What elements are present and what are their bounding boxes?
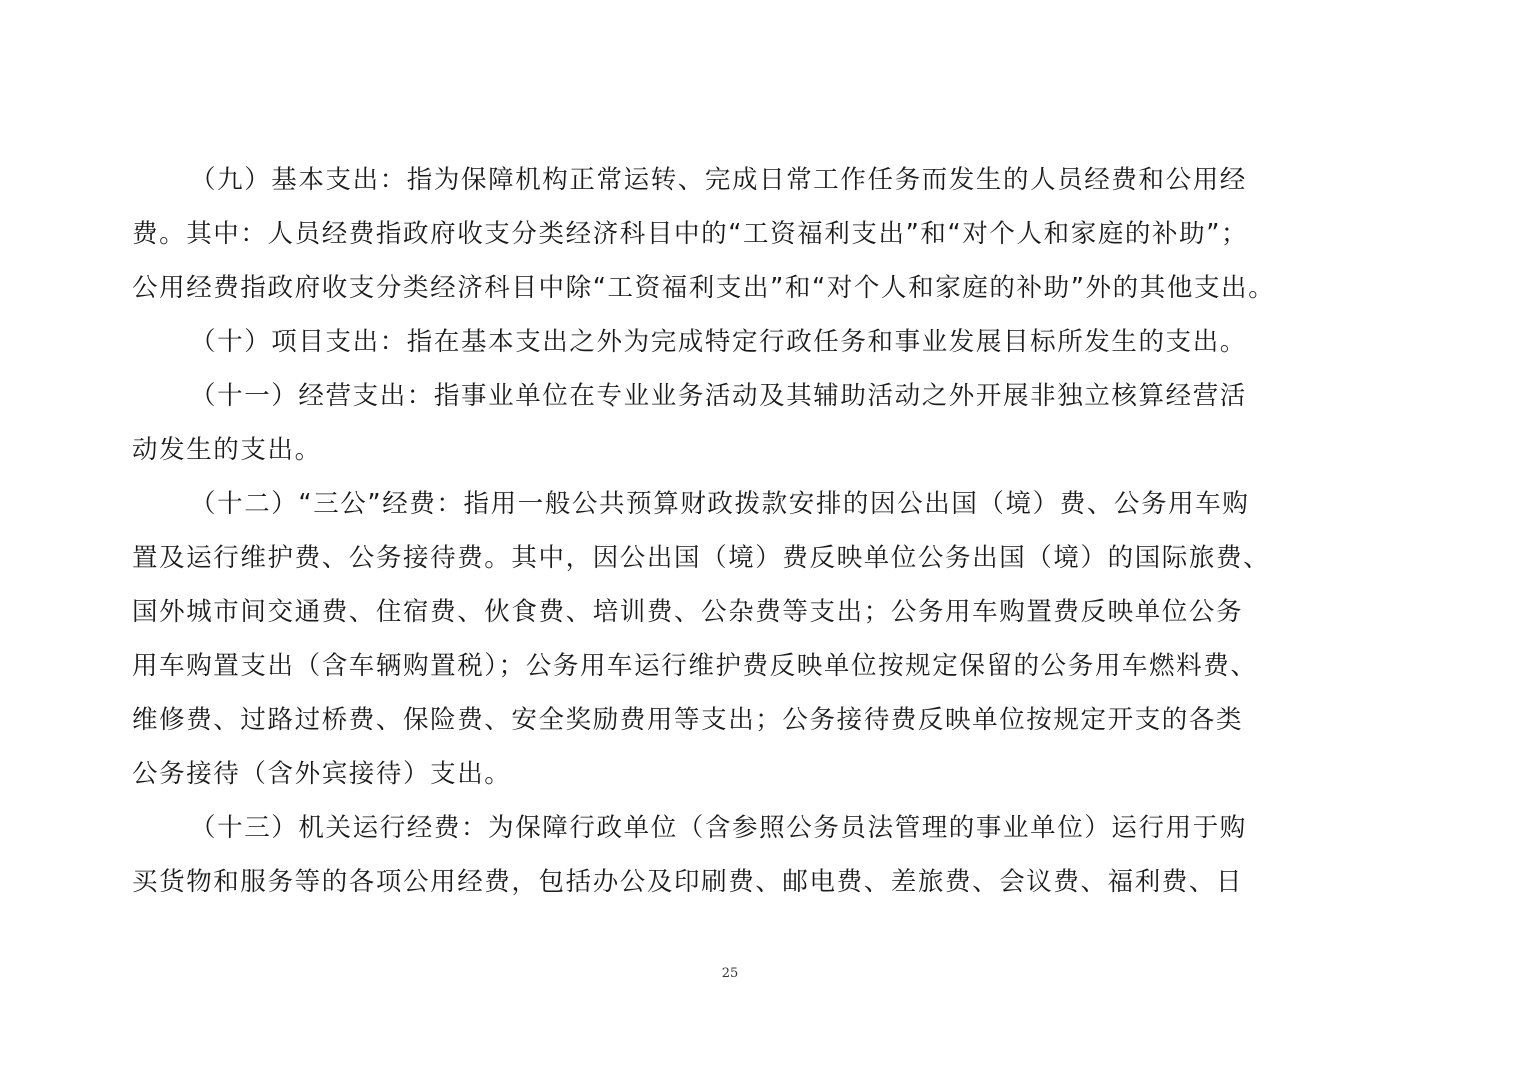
page-number: 25 <box>721 966 739 981</box>
paragraph-12-line-5: 维修费、过路过桥费、保险费、安全奖励费用等支出；公务接待费反映单位按规定开支的各类 <box>132 705 1244 735</box>
paragraph-9-line-2: 费。其中：人员经费指政府收支分类经济科目中的“工资福利支出”和“对个人和家庭的补助”； <box>132 219 1249 249</box>
paragraph-12-line-4: 用车购置支出（含车辆购置税）；公务用车运行维护费反映单位按规定保留的公务用车燃料费、 <box>132 651 1258 681</box>
paragraph-13-line-1: （十三）机关运行经费：为保障行政单位（含参照公务员法管理的事业单位）运行用于购 <box>190 813 1247 843</box>
paragraph-11-line-1: （十一）经营支出：指事业单位在专业业务活动及其辅助活动之外开展非独立核算经营活 <box>190 381 1247 411</box>
paragraph-9-line-3: 公用经费指政府收支分类经济科目中除“工资福利支出”和“对个人和家庭的补助”外的其他支出。 <box>132 273 1276 303</box>
paragraph-12-line-3: 国外城市间交通费、住宿费、伙食费、培训费、公杂费等支出；公务用车购置费反映单位公务 <box>132 597 1244 627</box>
paragraph-9-line-1: （九）基本支出：指为保障机构正常运转、完成日常工作任务而发生的人员经费和公用经 <box>190 165 1247 195</box>
paragraph-12-line-1: （十二）“三公”经费：指用一般公共预算财政拨款安排的因公出国（境）费、公务用车购 <box>190 489 1250 519</box>
paragraph-12-line-6: 公务接待（含外宾接待）支出。 <box>132 759 512 789</box>
paragraph-12-line-2: 置及运行维护费、公务接待费。其中，因公出国（境）费反映单位公务出国（境）的国际旅费、 <box>132 543 1271 573</box>
paragraph-13-line-2: 买货物和服务等的各项公用经费，包括办公及印刷费、邮电费、差旅费、会议费、福利费、日 <box>132 867 1244 897</box>
paragraph-11-line-2: 动发生的支出。 <box>132 435 322 465</box>
paragraph-10-line-1: （十）项目支出：指在基本支出之外为完成特定行政任务和事业发展目标所发生的支出。 <box>190 327 1247 357</box>
